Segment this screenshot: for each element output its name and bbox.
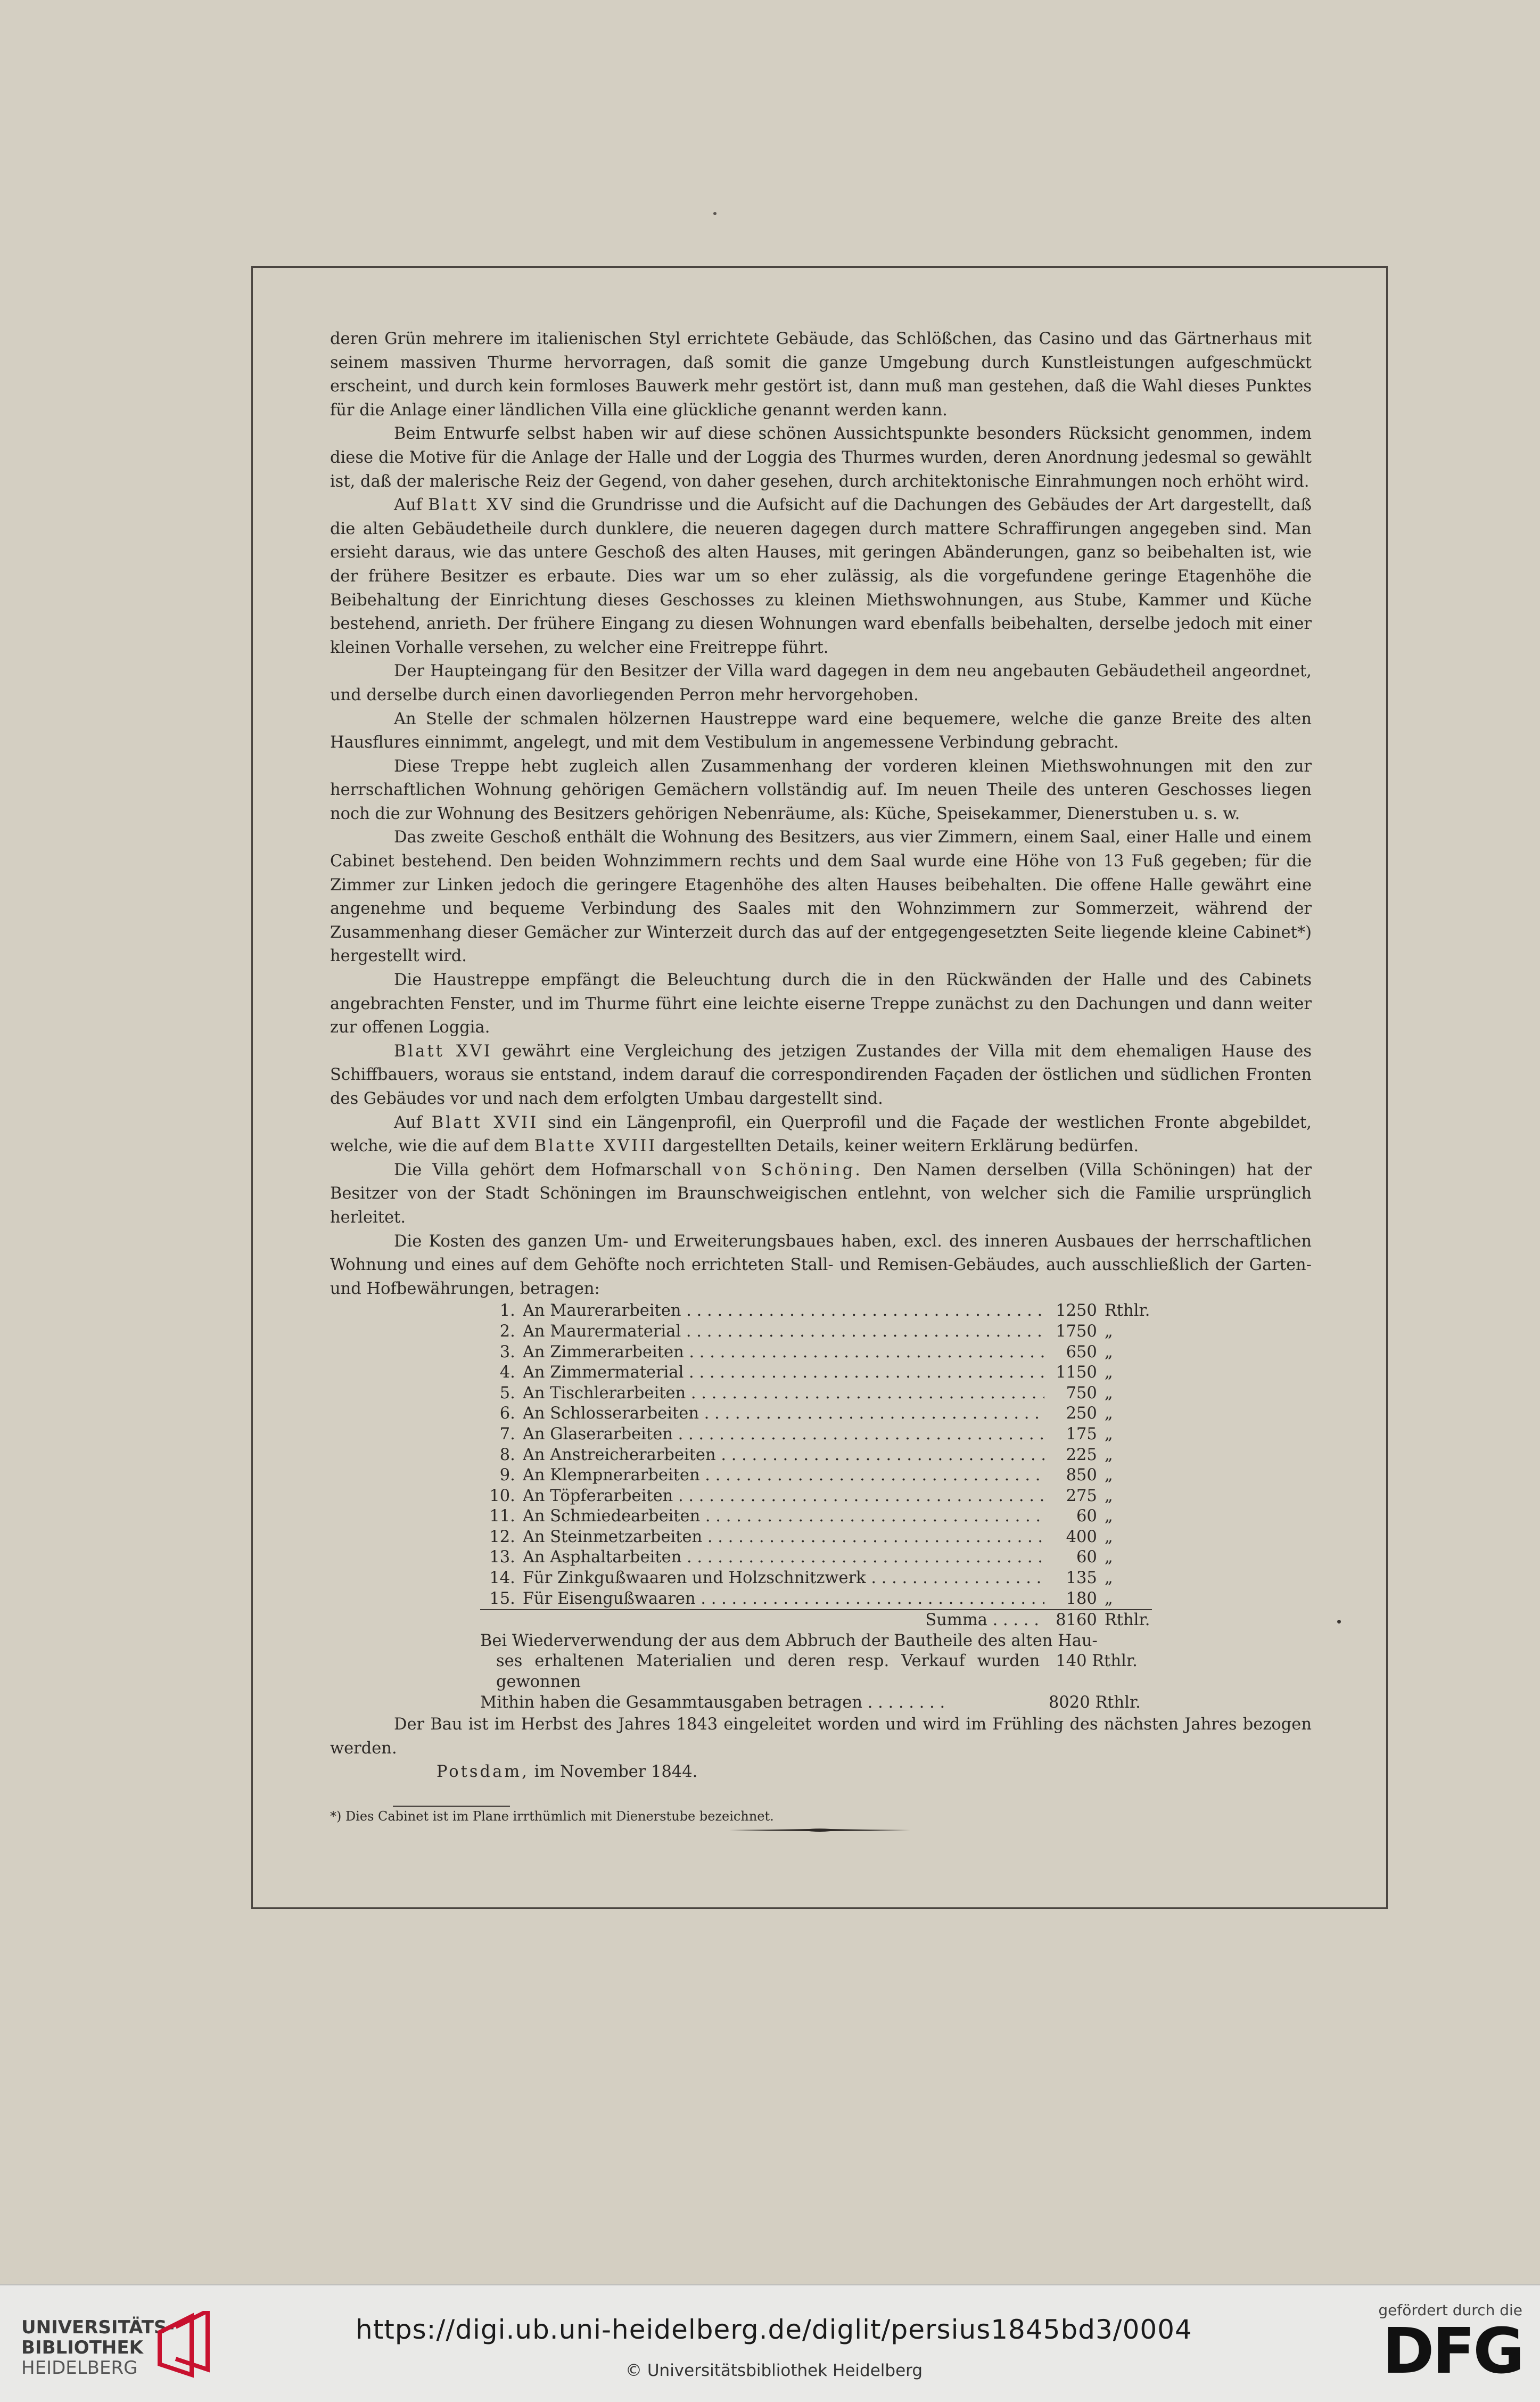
dfg-logo[interactable] xyxy=(1363,2301,1522,2392)
cost-amount: 400 xyxy=(1066,1527,1097,1546)
place-name: Potsdam, xyxy=(437,1762,529,1782)
deduction-block xyxy=(480,1631,1152,1713)
cost-amount: 60 xyxy=(1076,1507,1097,1526)
cost-row xyxy=(480,1363,1152,1383)
cost-number: 7. xyxy=(499,1424,515,1444)
cost-label: An Töpferarbeiten xyxy=(522,1486,673,1505)
cost-label: An Zimmermaterial xyxy=(522,1363,684,1382)
cost-unit: „ xyxy=(1104,1424,1113,1444)
cost-row xyxy=(480,1589,1152,1610)
cost-row xyxy=(480,1568,1152,1589)
text-body xyxy=(330,327,1312,1826)
deduction-text: ses erhaltenen Materialien und deren resp. Verkauf wurden gewonnen xyxy=(496,1652,1040,1692)
cost-label: An Schlosserarbeiten xyxy=(522,1404,699,1423)
cost-label: Für Zinkgußwaaren und Holzschnitzwerk xyxy=(522,1569,866,1588)
paragraph: Der Haupteingang für den Besitzer der Villa ward dagegen in dem neu angebauten Gebäudetheil angeordnet, und derselbe durch einen davorliegenden Perron mehr hervorgehoben. xyxy=(330,662,1312,704)
cost-amount: 175 xyxy=(1066,1424,1097,1444)
cost-unit: „ xyxy=(1104,1383,1113,1403)
cost-row xyxy=(480,1404,1152,1424)
cost-label: An Maurermaterial xyxy=(522,1322,681,1341)
speck-mark xyxy=(713,212,717,215)
cost-amount: 275 xyxy=(1066,1486,1097,1505)
cost-unit: „ xyxy=(1104,1548,1113,1567)
cost-row xyxy=(480,1486,1152,1507)
cost-label: An Tischlerarbeiten xyxy=(522,1383,686,1403)
text-run: dargestellten Details, keiner weitern Erklärung bedürfen. xyxy=(657,1137,1139,1156)
total-amount: 8020 xyxy=(1049,1693,1090,1712)
dfg-wordmark: DFG xyxy=(1382,2314,1522,2388)
paragraph: Beim Entwurfe selbst haben wir auf diese schönen Aussichtspunkte besonders Rücksicht genommen, indem diese die Motive für die Anlage der Halle und der Loggia des Thurmes wurden, deren Anordnung jedesmal so gewählt ist, daß der malerische Reiz der Gegend, von daher gesehen, durch architektonische Einrahmungen noch erhöht wird. xyxy=(330,424,1312,491)
cost-unit: „ xyxy=(1104,1342,1113,1362)
owner-name: von Schöning. xyxy=(712,1160,862,1179)
text-run: Die Villa gehört dem Hofmarschall xyxy=(394,1160,713,1179)
cost-unit: „ xyxy=(1104,1404,1113,1423)
cost-row xyxy=(480,1322,1152,1342)
cost-row xyxy=(480,1506,1152,1527)
cost-number: 8. xyxy=(499,1445,515,1464)
text-run: Den Namen derselben (Villa Schöningen) hat der Besitzer von der Stadt Schöningen im Braunschweigischen entlehnt, von welcher sich die Familie ursprünglich herleitet. xyxy=(330,1160,1312,1227)
cost-number: 3. xyxy=(499,1342,515,1362)
plate-reference: Blatte XVIII xyxy=(534,1137,657,1156)
plate-reference: Blatt XVII xyxy=(431,1113,539,1132)
cost-number: 5. xyxy=(499,1383,515,1403)
cost-number: 10. xyxy=(489,1486,515,1505)
cost-amount: 1150 xyxy=(1056,1363,1097,1382)
cost-number: 9. xyxy=(499,1466,515,1485)
permalink-url[interactable]: https://digi.ub.uni-heidelberg.de/diglit/persius1845bd3/0004 xyxy=(356,2314,1192,2345)
plate-reference: Blatt XVI xyxy=(394,1042,492,1061)
text-run: Auf xyxy=(394,496,429,515)
total-line: Mithin haben die Gesammtausgaben betragen . . . . . . . . 8020 Rthlr. xyxy=(480,1693,1141,1712)
cost-table xyxy=(480,1301,1152,1631)
library-logo[interactable] xyxy=(21,2307,224,2381)
cost-amount: 225 xyxy=(1066,1445,1097,1464)
end-ornament xyxy=(729,1827,910,1833)
cost-unit: „ xyxy=(1104,1445,1113,1464)
cost-amount: 135 xyxy=(1066,1569,1097,1588)
plate-reference: Blatt XV xyxy=(428,496,514,515)
paragraph: Das zweite Geschoß enthält die Wohnung des Besitzers, aus vier Zimmern, einem Saal, einer Halle und einem Cabinet bestehend. Den beiden Wohnzimmern rechts und dem Saal wurde eine Höhe von 13 Fuß gegeben; für die Zimmer zur Linken jedoch die geringere Etagenhöhe des alten Hauses beibehalten. Die offene Halle gewährt eine angenehme und bequeme Verbindung des Saales mit den Wohnzimmern zur Sommerzeit, während der Zusammenhang dieser Gemächer zur Winterzeit durch das auf der entgegengesetzten Seite liegende kleine Cabinet*) hergestellt wird. xyxy=(330,828,1312,966)
paragraph: An Stelle der schmalen hölzernen Haustreppe ward eine bequemere, welche die ganze Breite des alten Hausflures einnimmt, angelegt, und mit dem Vestibulum in angemessene Verbindung gebracht. xyxy=(330,709,1312,752)
paragraph xyxy=(330,1111,1312,1159)
cost-unit: „ xyxy=(1104,1507,1113,1526)
cost-number: 13. xyxy=(489,1548,515,1567)
paragraph: Die Kosten des ganzen Um- und Erweiterungsbaues haben, excl. des inneren Ausbaues der herrschaftlichen Wohnung und eines auf dem Gehöfte noch errichteten Stall- und Remisen-Gebäudes, auch ausschließlich der Garten- und Hofbewährungen, betragen: xyxy=(330,1232,1312,1298)
cost-number: 2. xyxy=(499,1322,515,1341)
cost-label: An Maurerarbeiten xyxy=(522,1301,681,1321)
text-run: sind die Grundrisse und die Aufsicht auf die Dachungen des Gebäudes der Art dargestellt, daß die alten Gebäudetheile durch dunklere, die neueren dagegen durch mattere Schraffirungen angegeben sind. Man ersieht daraus, wie das untere Geschoß des alten Hauses, mit geringen Abänderungen, ganz so beibehalten ist, wie der frühere Besitzer es erbaute. Dies war um so eher zulässig, als die vorgefundene geringe Etagenhöhe die Beibehaltung der Einrichtung dieses Geschosses zu kleinen Miethswohnungen, aus Stube, Kammer und Küche bestehend, anrieth. Der frühere Eingang zu diesen Wohnungen ward ebenfalls beibehalten, derselbe jedoch mit einer kleinen Vorhalle versehen, zu welcher eine Freitreppe führt. xyxy=(330,496,1312,657)
cost-row xyxy=(480,1547,1152,1568)
paragraph: Die Haustreppe empfängt die Beleuchtung durch die in den Rückwänden der Halle und des Cabinets angebrachten Fenster, und im Thurme führt eine leichte eiserne Treppe zunächst zu den Dachungen und dann weiter zur offenen Loggia. xyxy=(330,971,1312,1037)
cost-number: 12. xyxy=(489,1527,515,1546)
footnote: *) Dies Cabinet ist im Plane irrthümlich mit Dienerstube bezeichnet. xyxy=(330,1809,774,1824)
cost-label: An Zimmerarbeiten xyxy=(522,1342,684,1362)
cost-amount: 60 xyxy=(1076,1548,1097,1567)
text-run: gewährt eine Vergleichung des jetzigen Zustandes der Villa mit dem ehemaligen Hause des Schiffbauers, woraus sie entstand, indem darauf die correspondirenden Façaden der östlichen und südlichen Fronten des Gebäudes vor und nach dem erfolgten Umbau dargestellt sind. xyxy=(330,1042,1312,1108)
cost-label: Für Eisengußwaaren xyxy=(522,1589,696,1608)
cost-row xyxy=(480,1465,1152,1486)
summa-amount: 8160 xyxy=(1044,1610,1097,1631)
cost-label: An Klempnerarbeiten xyxy=(522,1466,700,1485)
paragraph: Diese Treppe hebt zugleich allen Zusammenhang der vorderen kleinen Miethswohnungen mit den zur herrschaftlichen Wohnung gehörigen Gemächern vollständig auf. Im neuen Theile des unteren Geschosses liegen noch die zur Wohnung des Besitzers gehörigen Nebenräume, als: Küche, Speisekammer, Dienerstuben u. s. w. xyxy=(330,757,1312,823)
cost-amount: 1750 xyxy=(1056,1322,1097,1341)
total-unit: Rthlr. xyxy=(1095,1693,1141,1712)
cost-label: An Schmiedearbeiten xyxy=(522,1507,701,1526)
cost-amount: 250 xyxy=(1066,1404,1097,1423)
copyright-text: © Universitätsbibliothek Heidelberg xyxy=(625,2361,923,2380)
cost-number: 14. xyxy=(489,1569,515,1588)
text-run: Auf xyxy=(394,1113,432,1132)
cost-row xyxy=(480,1424,1152,1445)
paragraph xyxy=(330,494,1312,660)
cost-unit: „ xyxy=(1104,1322,1113,1341)
cost-row xyxy=(480,1527,1152,1548)
cost-unit: „ xyxy=(1104,1363,1113,1382)
total-label: Mithin haben die Gesammtausgaben betragen xyxy=(480,1693,863,1712)
cost-row xyxy=(480,1342,1152,1363)
cost-number: 4. xyxy=(499,1363,515,1382)
cost-unit: „ xyxy=(1104,1466,1113,1485)
cost-label: An Anstreicherarbeiten xyxy=(522,1445,716,1464)
paragraph: Der Bau ist im Herbst des Jahres 1843 eingeleitet worden und wird im Frühling des nächsten Jahres bezogen werden. xyxy=(330,1715,1312,1758)
cost-unit: „ xyxy=(1104,1569,1113,1588)
cost-unit: Rthlr. xyxy=(1104,1301,1150,1321)
paragraph: deren Grün mehrere im italienischen Styl errichtete Gebäude, das Schlößchen, das Casino und das Gärtnerhaus mit seinem massiven Thurme hervorragen, daß somit die ganze Umgebung durch Kunstleistungen aufgeschmückt erscheint, und durch kein formloses Bauwerk mehr gestört ist, dann muß man gestehen, daß die Wahl dieses Punktes für die Anlage einer ländlichen Villa eine glückliche genannt werden kann. xyxy=(330,330,1312,420)
funded-by-text: gefördert durch die xyxy=(1378,2301,1522,2319)
place-date xyxy=(330,1760,1312,1784)
date-text: im November 1844. xyxy=(529,1762,698,1782)
cost-label: An Steinmetzarbeiten xyxy=(522,1527,703,1546)
deduction-line xyxy=(480,1651,1152,1692)
library-emblem-icon xyxy=(154,2311,218,2380)
cost-number: 1. xyxy=(499,1301,515,1321)
library-name: UNIVERSITÄTS- BIBLIOTHEK HEIDELBERG xyxy=(21,2317,175,2379)
summa-row: Summa . . . . . 8160 Rthlr. xyxy=(480,1610,1152,1631)
cost-row xyxy=(480,1383,1152,1404)
cost-label: An Asphaltarbeiten xyxy=(522,1548,682,1567)
cost-unit: „ xyxy=(1104,1589,1113,1608)
paragraph xyxy=(330,1040,1312,1111)
cost-amount: 650 xyxy=(1066,1342,1097,1362)
deduction-amount: 140 xyxy=(1056,1652,1087,1671)
deduction-unit: Rthlr. xyxy=(1092,1652,1138,1671)
footer-bar xyxy=(0,2284,1540,2402)
cost-row xyxy=(480,1301,1152,1322)
paragraph xyxy=(330,1159,1312,1230)
cost-unit: „ xyxy=(1104,1527,1113,1546)
text-run: sind ein Längenprofil, ein Querprofil und die Façade der westlichen Fronte abgebildet, welche, wie die auf dem xyxy=(330,1113,1312,1156)
cost-amount: 1250 xyxy=(1056,1301,1097,1321)
deduction-line: Bei Wiederverwendung der aus dem Abbruch der Bautheile des alten Hau- xyxy=(480,1631,1098,1650)
summa-label: Summa xyxy=(925,1611,987,1630)
cost-amount: 750 xyxy=(1066,1383,1097,1403)
cost-number: 15. xyxy=(489,1589,515,1608)
cost-number: 6. xyxy=(499,1404,515,1423)
cost-unit: „ xyxy=(1104,1486,1113,1505)
summa-unit: Rthlr. xyxy=(1097,1610,1152,1631)
cost-amount: 180 xyxy=(1044,1589,1097,1610)
cost-row xyxy=(480,1445,1152,1466)
cost-number: 11. xyxy=(489,1507,515,1526)
cost-amount: 850 xyxy=(1066,1466,1097,1485)
cost-label: An Glaserarbeiten xyxy=(522,1424,673,1444)
